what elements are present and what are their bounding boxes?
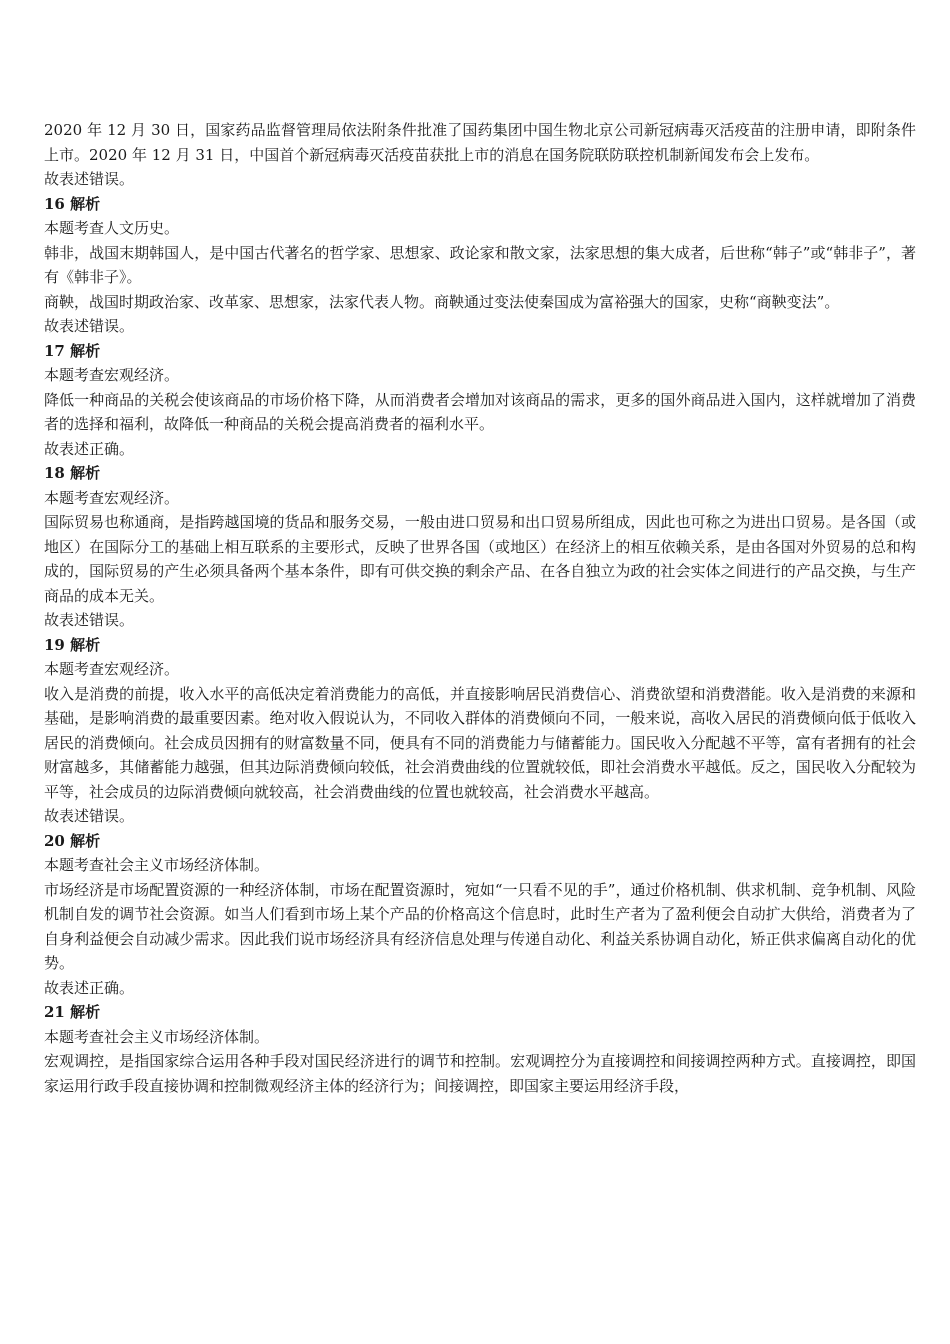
section-heading-20: 20 解析 xyxy=(44,831,101,850)
section-20-conclusion: 故表述正确。 xyxy=(44,978,135,997)
section-19-topic: 本题考查宏观经济。 xyxy=(44,660,180,678)
section-16-topic: 本题考查人文历史。 xyxy=(44,219,180,237)
intro-paragraph: 2020 年 12 月 30 日，国家药品监督管理局依法附条件批准了国药集团中国生物北京公司新冠病毒灭活疫苗的注册申请，即附条件上市。2020 年 12 月 31 日，中国首个新冠病毒灭活疫苗获批上市的消息在国务院联防联控机制新闻发布会上发布。 xyxy=(44,121,916,164)
section-20-topic: 本题考查社会主义市场经济体制。 xyxy=(44,856,270,874)
document-page xyxy=(44,118,916,1098)
section-21-topic: 本题考查社会主义市场经济体制。 xyxy=(44,1027,270,1046)
section-19-conclusion: 故表述错误。 xyxy=(44,807,135,825)
section-19-paragraph-1: 收入是消费的前提，收入水平的高低决定着消费能力的高低，并直接影响居民消费信心、消费欲望和消费潜能。收入是消费的来源和基础，是影响消费的最重要因素。绝对收入假说认为，不同收入群体的消费倾向不同，一般来说，高收入居民的消费倾向低于低收入居民的消费倾向。社会成员因拥有的财富数量不同，便具有不同的消费能力与储蓄能力。国民收入分配越不平等，富有者拥有的社会财富越多，其储蓄能力越强，但其边际消费倾向较低，社会消费曲线的位置就较低，即社会消费水平越低。反之，国民收入分配较为平等，社会成员的边际消费倾向就较高，社会消费曲线的位置也就较高，社会消费水平越高。 xyxy=(44,684,916,801)
section-18-topic: 本题考查宏观经济。 xyxy=(44,488,180,507)
section-16-paragraph-1: 韩非，战国末期韩国人，是中国古代著名的哲学家、思想家、政论家和散文家，法家思想的集大成者，后世称“韩子”或“韩非子”，著有《韩非子》。 xyxy=(44,243,916,286)
section-16-paragraph-2: 商鞅，战国时期政治家、改革家、思想家，法家代表人物。商鞅通过变法使秦国成为富裕强大的国家，史称“商鞅变法”。 xyxy=(44,292,840,311)
section-17-conclusion: 故表述正确。 xyxy=(44,439,135,458)
intro-conclusion: 故表述错误。 xyxy=(44,170,135,188)
section-21-paragraph-1: 宏观调控，是指国家综合运用各种手段对国民经济进行的调节和控制。宏观调控分为直接调控和间接调控两种方式。直接调控，即国家运用行政手段直接协调和控制微观经济主体的经济行为；间接调控，即国家主要运用经济手段， xyxy=(44,1052,916,1095)
section-heading-18: 18 解析 xyxy=(44,464,101,482)
section-16-conclusion: 故表述错误。 xyxy=(44,317,135,335)
section-17-topic: 本题考查宏观经济。 xyxy=(44,366,180,384)
section-heading-17: 17 解析 xyxy=(44,341,101,360)
section-18-conclusion: 故表述错误。 xyxy=(44,611,135,629)
section-heading-19: 19 解析 xyxy=(44,635,101,654)
section-17-paragraph-1: 降低一种商品的关税会使该商品的市场价格下降，从而消费者会增加对该商品的需求，更多的国外商品进入国内，这样就增加了消费者的选择和福利，故降低一种商品的关税会提高消费者的福利水平。 xyxy=(44,390,916,433)
section-18-paragraph-1: 国际贸易也称通商，是指跨越国境的货品和服务交易，一般由进口贸易和出口贸易所组成，因此也可称之为进出口贸易。是各国（或地区）在国际分工的基础上相互联系的主要形式，反映了世界各国（或地区）在经济上的相互依赖关系，是由各国对外贸易的总和构成的，国际贸易的产生必须具备两个基本条件，即有可供交换的剩余产品、在各自独立为政的社会实体之间进行的产品交换，与生产商品的成本无关。 xyxy=(44,513,916,605)
section-heading-21: 21 解析 xyxy=(44,1003,101,1021)
section-20-paragraph-1: 市场经济是市场配置资源的一种经济体制，市场在配置资源时，宛如“一只看不见的手”，通过价格机制、供求机制、竞争机制、风险机制自发的调节社会资源。如当人们看到市场上某个产品的价格高这个信息时，此时生产者为了盈利便会自动扩大供给，消费者为了自身利益便会自动减少需求。因此我们说市场经济具有经济信息处理与传递自动化、利益关系协调自动化，矫正供求偏离自动化的优势。 xyxy=(44,880,916,972)
section-heading-16: 16 解析 xyxy=(44,194,101,213)
